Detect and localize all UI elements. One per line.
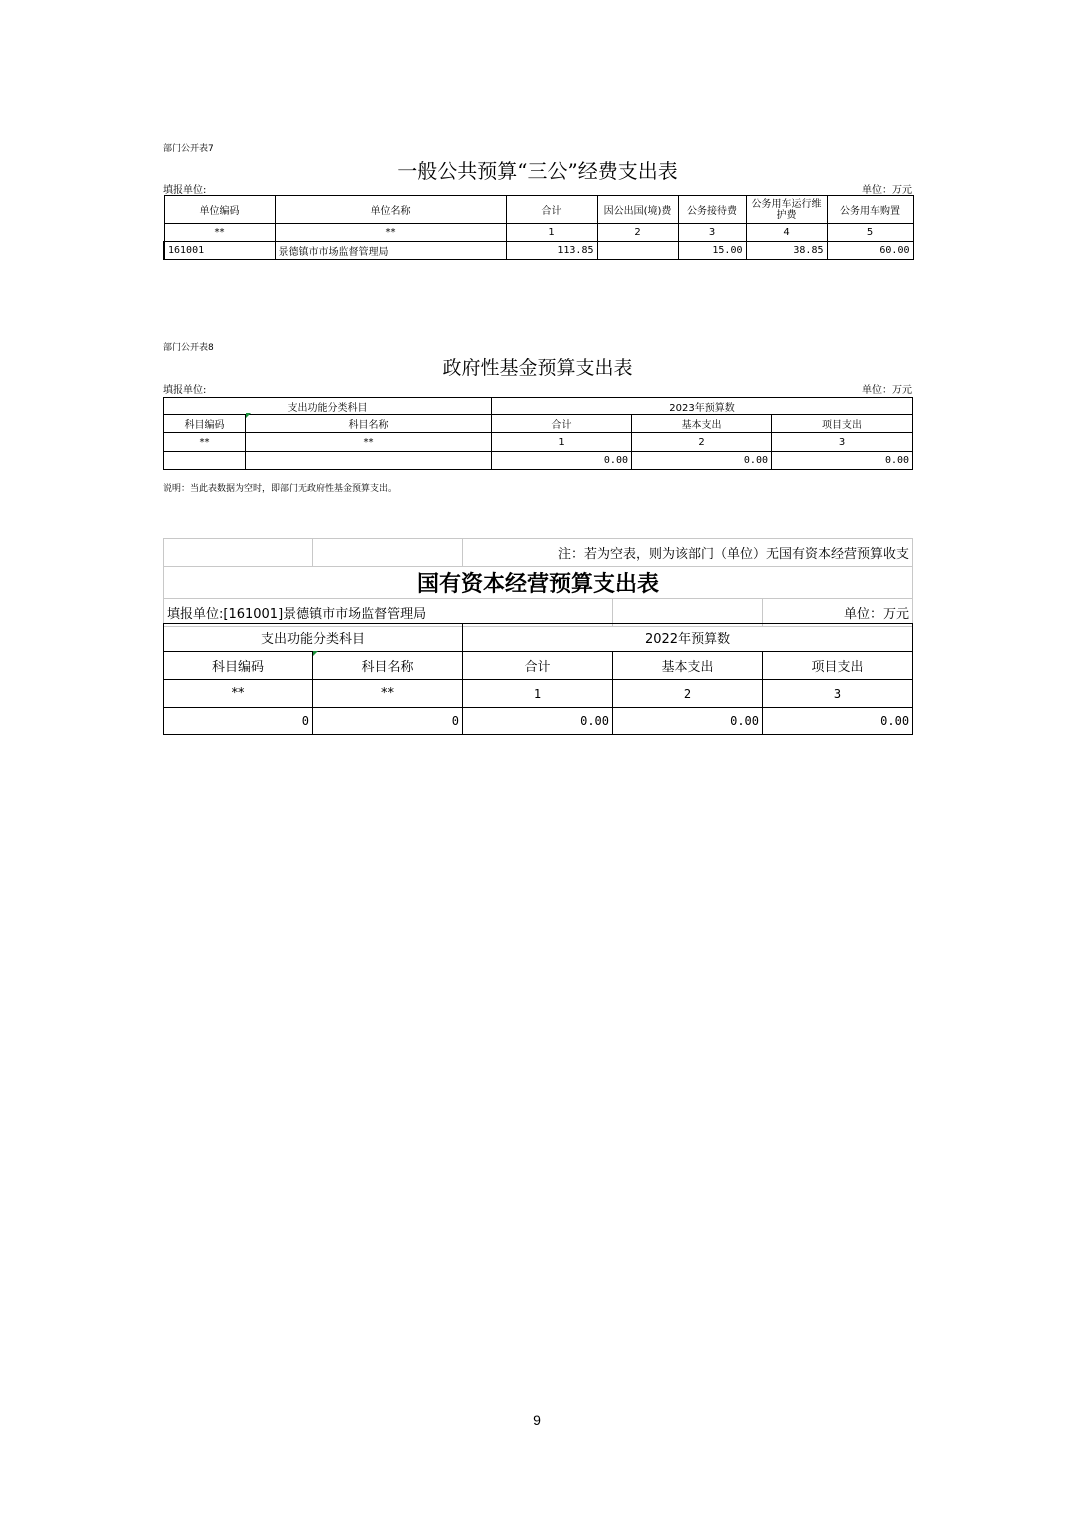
table7-fill-unit: 填报单位: [163,185,207,196]
table9-header-row [164,652,913,680]
table7-header-cell: 合计 [506,196,597,224]
table-row [164,242,913,260]
table7-cell: 113.85 [506,242,597,260]
cell-comment-marker [313,651,318,656]
table7-index-cell: ** [275,224,506,242]
page-number: 9 [533,1412,541,1428]
table9-top-grid [163,538,913,627]
table9-header-cell: 项目支出 [763,652,913,680]
table9-index-cell: 2 [613,680,763,708]
table9-index-row [164,680,913,708]
table7-title: 一般公共预算“三公”经费支出表 [397,159,678,183]
table8-cell [164,452,246,470]
table8-header-row [164,415,913,433]
table8-group-left: 支出功能分类科目 [164,398,492,415]
table8-label: 部门公开表8 [163,343,214,353]
table7-header-cell: 公务接待费 [678,196,746,224]
table9-index-cell: ** [313,680,463,708]
table9-cell: 0 [313,708,463,735]
table7-header-cell: 公务用车购置 [827,196,913,224]
grid-cell [313,539,463,567]
table9-unit: 单位：万元 [763,599,913,627]
table9-group-row [164,624,913,652]
table7-header-cell: 因公出国(境)费 [597,196,678,224]
table9-cell: 0.00 [463,708,613,735]
table8-index-cell: 2 [632,433,772,452]
table9-group-right: 2022年预算数 [463,624,913,652]
table8-fill-unit: 填报单位: [163,385,207,396]
table8-index-cell: 3 [772,433,913,452]
grid-cell [164,539,313,567]
table8-cell: 0.00 [772,452,913,470]
table8-header-cell: 项目支出 [772,415,913,433]
table8-note: 说明：当此表数据为空时，即部门无政府性基金预算支出。 [163,484,398,494]
table8-title: 政府性基金预算支出表 [442,357,633,379]
table9-index-cell: 3 [763,680,913,708]
table7-index-cell: 2 [597,224,678,242]
table9-cell: 0.00 [763,708,913,735]
table9-index-cell: ** [164,680,313,708]
table9-header-cell: 科目名称 [313,652,463,680]
table7-index-cell: 5 [827,224,913,242]
cell-comment-marker [246,413,251,418]
table7-index-cell: 1 [506,224,597,242]
table7-header-cell: 单位名称 [275,196,506,224]
table7-index-row [164,224,913,242]
table8-header-cell: 科目编码 [164,415,246,433]
table8-cell: 0.00 [492,452,632,470]
table9-note: 注：若为空表，则为该部门（单位）无国有资本经营预算收支 [463,539,913,567]
table8-index-cell: 1 [492,433,632,452]
table7-cell: 景德镇市市场监督管理局 [275,242,506,260]
table9-header-cell: 科目编码 [164,652,313,680]
table9-header-cell: 合计 [463,652,613,680]
table9-group-left: 支出功能分类科目 [164,624,463,652]
table7-index-cell: ** [164,224,275,242]
table7-index-cell: 3 [678,224,746,242]
table-row [164,708,913,735]
table7-cell: 38.85 [746,242,827,260]
table9-cell: 0.00 [613,708,763,735]
table8-cell [246,452,492,470]
table-row [164,452,913,470]
table8-group-row [164,398,913,415]
table7-cell: 60.00 [827,242,913,260]
table7-unit: 单位：万元 [862,185,912,196]
table8-unit: 单位：万元 [862,385,912,396]
table8-index-cell: ** [164,433,246,452]
table8-header-cell: 基本支出 [632,415,772,433]
table8-group-right: 2023年预算数 [492,398,913,415]
table7-cell: 161001 [164,242,275,260]
table8 [163,397,913,470]
table9-title: 国有资本经营预算支出表 [164,567,913,599]
table8-index-cell: ** [246,433,492,452]
table9 [163,623,913,735]
table8-index-row [164,433,913,452]
table7 [163,195,914,260]
table9-header-cell: 基本支出 [613,652,763,680]
table9-fill-unit: 填报单位:[161001]景德镇市市场监督管理局 [164,599,613,627]
table9-title-row [164,567,913,599]
table7-label: 部门公开表7 [163,144,214,154]
table8-cell: 0.00 [632,452,772,470]
table7-index-cell: 4 [746,224,827,242]
table7-cell [597,242,678,260]
table7-header-cell: 公务用车运行维护费 [746,196,827,224]
table8-header-cell: 科目名称 [246,415,492,433]
table7-cell: 15.00 [678,242,746,260]
table7-header-cell: 单位编码 [164,196,275,224]
table8-header-cell: 合计 [492,415,632,433]
table9-note-row [164,539,913,567]
table9-index-cell: 1 [463,680,613,708]
table7-header-row [164,196,913,224]
table9-cell: 0 [164,708,313,735]
